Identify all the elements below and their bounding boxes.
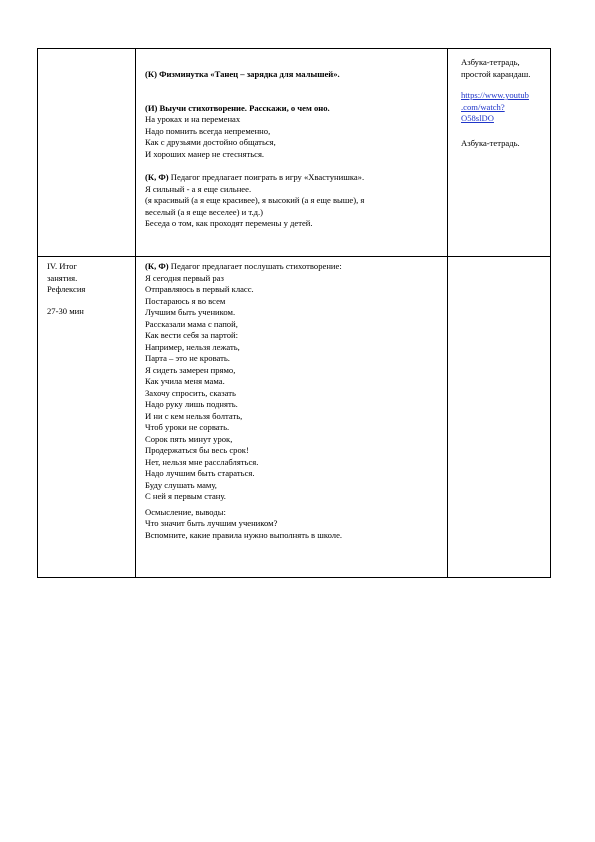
poem-line: Надо руку лишь поднять.: [145, 399, 238, 409]
stage-cell: [38, 49, 136, 257]
poem-line: Постараюсь я во всем: [145, 295, 226, 306]
reflection-questions: [145, 507, 443, 542]
lesson-plan-table: [37, 48, 551, 578]
text-line: Рефлексия: [47, 284, 86, 294]
poem-intro-line: (К, Ф) Педагог предлагает послушать стихотворение:: [145, 261, 342, 271]
poem-line: Рассказали мама с папой,: [145, 318, 238, 329]
stage-time: 27-30 мин: [47, 305, 84, 316]
activity-cell: [136, 49, 448, 257]
poem-line: Лучшим быть учеником.: [145, 307, 236, 317]
fizminutka-text: (К) Физминутка «Танец – зарядка для малышей».: [145, 69, 340, 79]
fizminutka-line: [145, 69, 443, 81]
poem-line: Продержаться бы весь срок!: [145, 445, 249, 455]
text-line: Азбука-тетрадь,: [461, 57, 520, 67]
text-line: занятия.: [47, 272, 78, 283]
resources-cell: [448, 49, 551, 257]
text-line: простой карандаш.: [461, 68, 531, 79]
poem-line: Нет, нельзя мне расслабляться.: [145, 456, 259, 467]
poem-line: Надо лучшим быть стараться.: [145, 468, 255, 478]
text-line: Беседа о том, как проходят перемены у детей.: [145, 218, 313, 228]
poem-line: Например, нельзя лежать,: [145, 341, 240, 352]
text-line: Осмысление, выводы:: [145, 506, 226, 517]
link-line[interactable]: O58slDO: [461, 113, 494, 123]
activity-cell: [136, 257, 448, 578]
stage-title: [47, 261, 131, 296]
text-line: Вспомните, какие правила нужно выполнять в школе.: [145, 529, 343, 540]
poem-line: Я сегодня первый раз: [145, 272, 224, 283]
poem-block: [145, 273, 443, 503]
poem-block: [145, 114, 443, 160]
poem-line: И ни с кем нельзя болтать,: [145, 410, 243, 421]
poem-line: Парта – это не кровать.: [145, 353, 230, 363]
poem-line: Как учила меня мама.: [145, 376, 225, 386]
poem-line: Захочу спросить, сказать: [145, 387, 236, 398]
poem-line: Отправляюсь в первый класс.: [145, 284, 254, 294]
poem-line: Я сидеть замерен прямо,: [145, 364, 236, 375]
poem-line: Чтоб уроки не сорвать.: [145, 422, 230, 432]
video-link[interactable]: [461, 90, 546, 125]
poem-line: С ней я первым стану.: [145, 491, 226, 501]
text-line: веселый (а я еще веселее) и т.д.): [145, 206, 263, 217]
poem-line: Буду слушать маму,: [145, 479, 217, 490]
stage-cell: [38, 257, 136, 578]
table-row: [38, 49, 551, 257]
poem-line: Как с друзьями достойно общаться,: [145, 137, 276, 147]
resources-cell: [448, 257, 551, 578]
poem-line: Сорок пять минут урок,: [145, 433, 233, 444]
text-line: (я красивый (а я еще красивее), я высокий (а я еще выше), я: [145, 195, 365, 205]
text-line: IV. Итог: [47, 261, 77, 271]
poem-task-title: (И) Выучи стихотворение. Расскажи, о чем оно.: [145, 102, 330, 113]
link-line[interactable]: https://www.youtub: [461, 90, 529, 100]
link-line[interactable]: .com/watch?: [461, 101, 505, 112]
text-line: Я сильный - а я еще сильнее.: [145, 183, 252, 194]
poem-line: Надо помнить всегда непременно,: [145, 125, 271, 136]
poem-line: И хороших манер не стесняться.: [145, 148, 265, 159]
game-description: [145, 184, 443, 230]
poem-line: Как вести себя за партой:: [145, 330, 238, 340]
table-row: [38, 257, 551, 578]
poem-line: На уроках и на переменах: [145, 114, 241, 124]
resource-workbook: Азбука-тетрадь.: [461, 137, 520, 148]
resource-materials: [461, 57, 546, 80]
game-task-line: (К, Ф) Педагог предлагает поиграть в игру «Хвастунишка».: [145, 172, 365, 182]
text-line: Что значит быть лучшим учеником?: [145, 518, 278, 528]
